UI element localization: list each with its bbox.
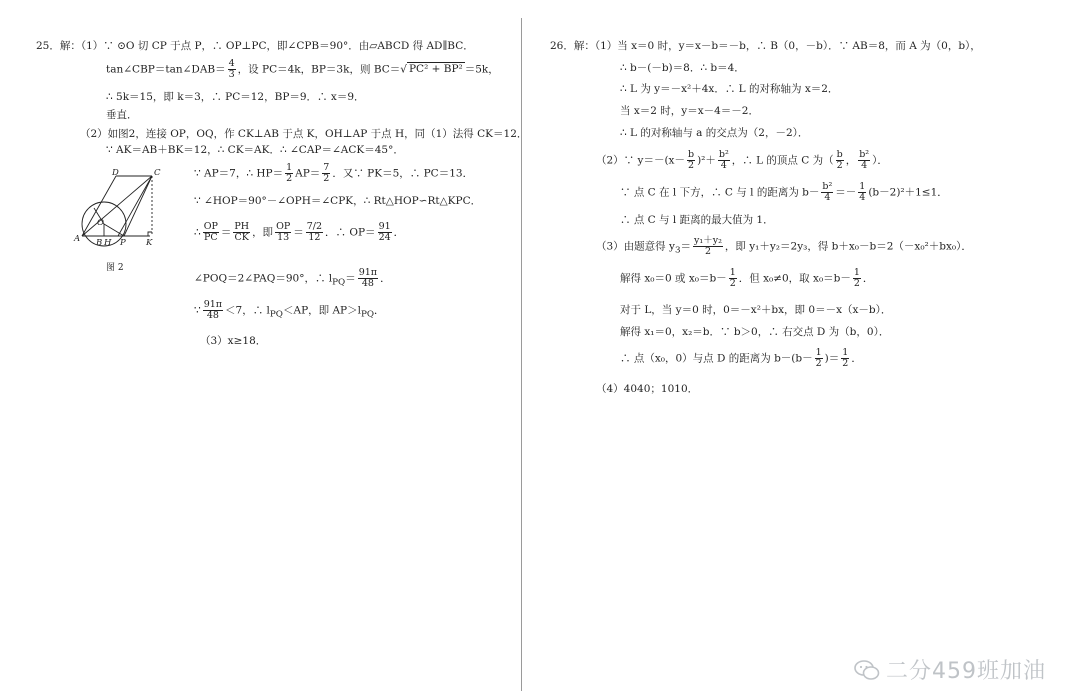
- label-b: B: [96, 238, 103, 248]
- q25-part3: （3）x≥18．: [200, 335, 267, 347]
- q26-part3-line-4: 解得 x₁＝0，x₂＝b．∵ b＞0，∴ 右交点 D 为（b，0）．: [620, 326, 890, 338]
- label-k: K: [146, 238, 153, 248]
- fraction: $\frac{7/2}{12}$: [306, 221, 323, 243]
- q25-line-3: ∴ 5k＝15，即 k＝3，∴ PC＝12，BP＝9．∴ x＝9．: [106, 91, 365, 103]
- q26-part2-line-3: ∴ 点 C 与 l 距离的最大值为 1．: [620, 214, 774, 226]
- fraction: $\frac{91\pi}{48}$: [203, 299, 223, 321]
- q25-part2-line-7: ∵ $\frac{91\pi}{48}$ ＜7，∴ $l_{PQ}<AP$，即 $AP>l_{PQ}$．: [194, 299, 385, 321]
- fraction: $\frac{b}{2}$: [687, 149, 695, 171]
- fraction: $\frac{\text{b²}}{4}$: [718, 149, 729, 171]
- fraction: $\frac{1}{2}$: [729, 267, 736, 289]
- fraction: $\frac{\text{b²}}{4}$: [859, 149, 870, 171]
- fraction: $\frac{1}{2}$: [842, 347, 849, 369]
- q26-part3-line-2: 解得 x₀＝0 或 x₀＝b－ $\frac{1}{2}$ ．但 x₀≠0，取 x₀＝b－ $\frac{1}{2}$ ．: [620, 267, 874, 289]
- q26-part2-line-1: （2）∵ y＝－(x－ $\frac{b}{2}$ )²＋ $\frac{\text{b²}}{4}$ ，∴ L 的顶点 C 为（ $\frac{b}{2}$ ， $\frac{\text{b²}}{4}$ ）．: [596, 149, 888, 171]
- q25-line-2: tan∠CBP＝tan∠DAB＝ $\frac{4}{3}$ ，设 PC＝4k，BP＝3k，则 BC＝√ PC² + BP² ＝5k，: [106, 58, 499, 80]
- q26-part2-line-2: ∵ 点 C 在 l 下方，∴ C 与 l 的距离为 b－ $\frac{\text{b²}}{4}$ ＝－ $\frac{1}{4}$ (b－2)²＋1≤1．: [620, 181, 948, 203]
- label-p: P: [120, 238, 126, 248]
- fraction: $\frac{1}{2}$: [815, 347, 822, 369]
- figure-caption: 图 2: [106, 263, 124, 273]
- label-c: C: [154, 168, 161, 178]
- fraction: $\frac{\text{b²}}{4}$: [822, 181, 833, 203]
- q26-line-1: 26．解：（1）当 x＝0 时，y＝x－b＝－b，∴ B（0，－b）．∵ AB＝8，而 A 为（0，b），: [550, 40, 981, 52]
- q25-part2-line-1: （2）如图2，连接 OP，OQ，作 CK⊥AB 于点 K，OH⊥AP 于点 H，同（1）法得 CK＝12．: [80, 128, 528, 140]
- wechat-icon: [854, 659, 880, 681]
- label-o: O: [97, 218, 104, 228]
- q25-part2-line-5: ∴ $\frac{OP}{PC}$ ＝ $\frac{PH}{CK}$ ，即 $\frac{OP}{13}$ ＝ $\frac{7/2}{12}$ ．∴ OP＝ $\frac{91}{24}$ ．: [194, 221, 405, 243]
- fraction: $\frac{\text{y₁＋y₂}}{2}$: [694, 235, 722, 257]
- q26-part3-line-3: 对于 L，当 y＝0 时，0＝－x²＋bx，即 0＝－x（x－b）．: [620, 304, 892, 316]
- fraction: $\frac{1}{2}$: [853, 267, 860, 289]
- q26-line-5: ∴ L 的对称轴与 a 的交点为（2，－2）．: [620, 127, 809, 139]
- q26-part4: （4）4040；1010．: [596, 383, 699, 395]
- label-a: A: [74, 234, 81, 244]
- label-h: H: [104, 238, 112, 248]
- fraction: $\frac{PH}{CK}$: [234, 221, 250, 243]
- fraction: $\frac{1}{2}$: [286, 162, 293, 184]
- fraction: $\frac{4}{3}$: [228, 58, 235, 80]
- fraction: $\frac{1}{4}$: [859, 181, 866, 203]
- fraction: $\frac{OP}{13}$: [276, 221, 291, 243]
- q26-line-4: 当 x＝2 时，y＝x－4＝－2．: [620, 105, 759, 117]
- watermark-text: 二分459班加油: [886, 659, 1046, 684]
- q25-part2-line-3: ∵ AP＝7，∴ HP＝ $\frac{1}{2}$ AP＝ $\frac{7}{2}$ ．又∵ PK＝5，∴ PC＝13．: [194, 162, 474, 184]
- label-d: D: [112, 168, 119, 178]
- geometry-figure: [74, 168, 170, 273]
- q25-line-4: 垂直．: [106, 109, 138, 121]
- fraction: $\frac{91\pi}{48}$: [358, 267, 378, 289]
- q25-part2-line-4: ∵ ∠HOP＝90°－∠OPH＝∠CPK，∴ Rt△HOP∽Rt△KPC．: [194, 195, 482, 207]
- fraction: $\frac{OP}{PC}$: [203, 221, 218, 243]
- q26-line-3: ∴ L 为 y＝－x²＋4x．∴ L 的对称轴为 x＝2．: [620, 83, 839, 95]
- column-divider: [521, 18, 522, 691]
- q25-line-1: 25．解：（1）∵ ⊙O 切 CP 于点 P，∴ OP⊥PC，即∠CPB＝90°．由▱ABCD 得 AD∥BC．: [36, 40, 474, 52]
- q26-line-2: ∴ b－(－b)＝8．∴ b＝4．: [620, 62, 745, 74]
- watermark: [854, 654, 1046, 685]
- fraction: $\frac{91}{24}$: [378, 221, 391, 243]
- fraction: $\frac{b}{2}$: [836, 149, 843, 171]
- q25-part2-line-2: ∵ AK＝AB＋BK＝12，∴ CK＝AK．∴ ∠CAP＝∠ACK＝45°．: [106, 144, 404, 156]
- q26-part3-line-5: ∴ 点（x₀，0）与点 D 的距离为 b－(b－ $\frac{1}{2}$ )＝ $\frac{1}{2}$ ．: [620, 347, 862, 369]
- q26-part3-line-1: （3）由题意得 $y_3=$ $\frac{\text{y₁＋y₂}}{2}$ ，即 y₁＋y₂＝2y₃，得 b＋x₀－b＝2（－x₀²＋bx₀）．: [596, 235, 972, 257]
- fraction: $\frac{7}{2}$: [323, 162, 330, 184]
- q25-part2-line-6: ∠POQ＝2∠PAQ＝90°，∴ $l_{PQ}=$ $\frac{91\pi}{48}$ ．: [194, 267, 391, 289]
